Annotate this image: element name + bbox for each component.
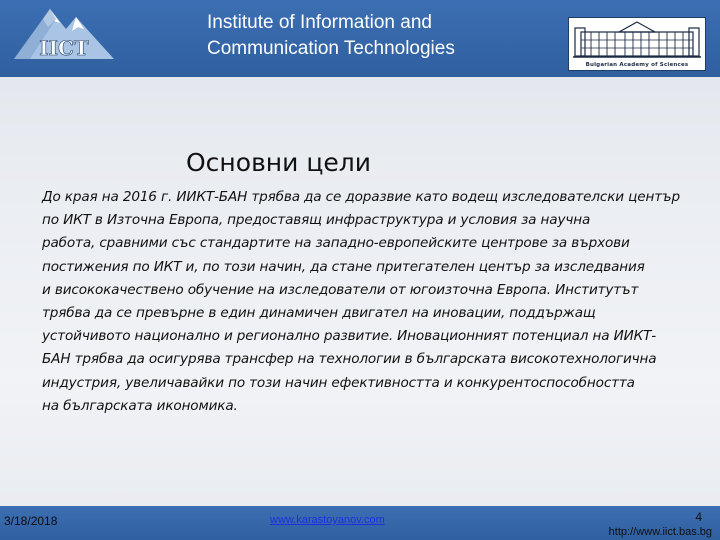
body-line: БАН трябва да осигурява трансфер на технологии в българската високотехнологична xyxy=(42,351,657,368)
body-line: До края на 2016 г. ИИКТ-БАН трябва да се доразвие като водещ изследователски център xyxy=(42,189,680,205)
iict-logo xyxy=(10,5,118,63)
building-icon xyxy=(569,18,705,60)
page-number: 4 xyxy=(695,510,702,524)
bas-logo-caption: Bulgarian Academy of Sciences xyxy=(585,62,689,68)
footer-website-link[interactable]: www.karastoyanov.com xyxy=(270,514,385,526)
body-line: на българската икономика. xyxy=(42,397,238,414)
body-line: трябва да се превърне в един динамичен двигател на иновации, поддържащ xyxy=(42,305,596,322)
institute-title-line2: Communication Technologies xyxy=(207,38,455,59)
body-line: индустрия, увеличавайки по този начин ефективността и конкурентоспособността xyxy=(42,374,635,391)
iict-logo-text: IICT xyxy=(39,36,89,60)
body-line: постижения по ИКТ и, по този начин, да стане притегателен център за изследвания xyxy=(42,258,645,275)
body-line: и висококачествено обучение на изследователи от югоизточна Европа. Институтът xyxy=(42,281,639,298)
footer-url: http://www.iict.bas.bg xyxy=(608,526,712,538)
body-line: устойчивото национално и регионално развитие. Иновационният потенциал на ИИКТ- xyxy=(42,328,657,345)
institute-title xyxy=(207,10,537,62)
footer-date: 3/18/2018 xyxy=(4,514,58,528)
header-bar xyxy=(0,0,720,77)
section-title: Основни цели xyxy=(186,148,371,177)
body-line: по ИКТ в Източна Европа, предоставящ инфраструктура и условия за научна xyxy=(42,212,591,229)
body-line: работа, сравними със стандартите на западно-европейските центрове за върхови xyxy=(42,235,630,252)
institute-title-line1: Institute of Information and xyxy=(207,12,432,33)
body-paragraph xyxy=(42,186,702,418)
bas-logo xyxy=(568,17,706,71)
